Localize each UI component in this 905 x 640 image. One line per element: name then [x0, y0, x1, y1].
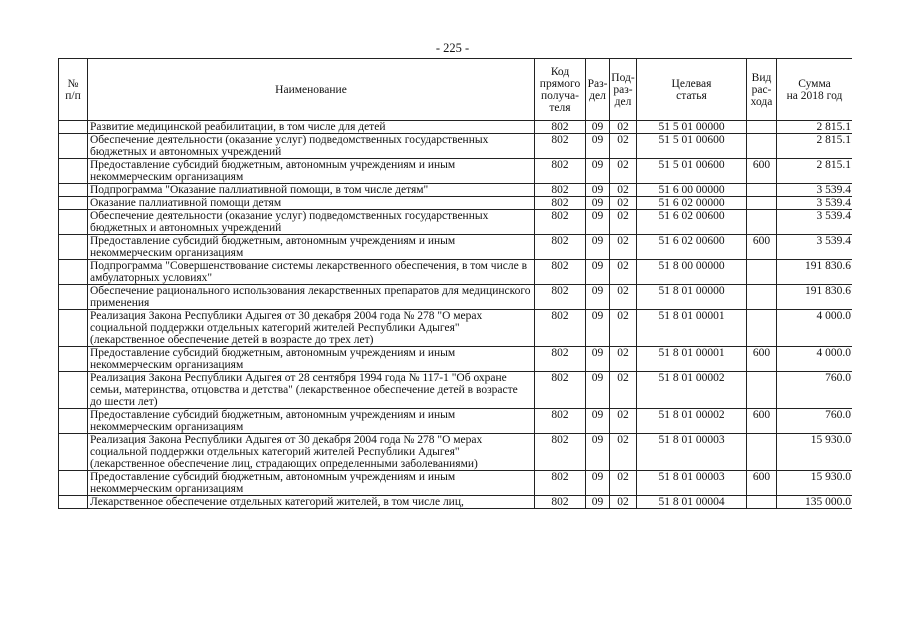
cell-subsection: 02	[610, 134, 637, 159]
cell-num	[59, 372, 88, 409]
cell-target: 51 8 01 00004	[637, 496, 747, 509]
table-row	[59, 121, 853, 134]
cell-expense: 600	[747, 235, 777, 260]
cell-target: 51 8 01 00000	[637, 285, 747, 310]
cell-section: 09	[586, 409, 610, 434]
cell-subsection: 02	[610, 347, 637, 372]
cell-subsection: 02	[610, 184, 637, 197]
cell-subsection: 02	[610, 409, 637, 434]
cell-num	[59, 197, 88, 210]
cell-num	[59, 347, 88, 372]
table-body	[59, 121, 853, 509]
cell-num	[59, 285, 88, 310]
cell-sum: 760.0	[777, 372, 853, 409]
cell-num	[59, 496, 88, 509]
cell-sum: 3 539.4	[777, 210, 853, 235]
cell-target: 51 6 02 00000	[637, 197, 747, 210]
cell-name: Обеспечение деятельности (оказание услуг) подведомственных государственных бюджетных и автономных учреждений	[88, 134, 535, 159]
cell-code: 802	[535, 159, 586, 184]
header-name: Наименование	[88, 59, 535, 121]
cell-sum: 191 830.6	[777, 260, 853, 285]
cell-subsection: 02	[610, 434, 637, 471]
table-row	[59, 496, 853, 509]
cell-expense	[747, 285, 777, 310]
cell-subsection: 02	[610, 310, 637, 347]
cell-target: 51 6 02 00600	[637, 235, 747, 260]
table-row	[59, 159, 853, 184]
cell-num	[59, 134, 88, 159]
cell-sum: 760.0	[777, 409, 853, 434]
cell-num	[59, 434, 88, 471]
cell-name: Обеспечение деятельности (оказание услуг) подведомственных государственных бюджетных и автономных учреждений	[88, 210, 535, 235]
cell-expense: 600	[747, 347, 777, 372]
cell-name: Реализация Закона Республики Адыгея от 28 сентября 1994 года № 117-1 "Об охране семьи, материнства, отцовства и детства" (лекарственное обеспечение детей в возрасте до шести лет)	[88, 372, 535, 409]
cell-expense	[747, 184, 777, 197]
header-code: Код прямого получа- теля	[535, 59, 586, 121]
header-sum: Сумма на 2018 год	[777, 59, 853, 121]
cell-code: 802	[535, 134, 586, 159]
cell-section: 09	[586, 197, 610, 210]
cell-target: 51 8 01 00002	[637, 409, 747, 434]
cell-expense: 600	[747, 409, 777, 434]
cell-code: 802	[535, 471, 586, 496]
cell-sum: 4 000.0	[777, 347, 853, 372]
cell-code: 802	[535, 235, 586, 260]
cell-section: 09	[586, 310, 610, 347]
cell-subsection: 02	[610, 496, 637, 509]
table-row	[59, 260, 853, 285]
cell-name: Лекарственное обеспечение отдельных категорий жителей, в том числе лиц,	[88, 496, 535, 509]
cell-section: 09	[586, 121, 610, 134]
cell-code: 802	[535, 260, 586, 285]
cell-section: 09	[586, 235, 610, 260]
cell-code: 802	[535, 372, 586, 409]
cell-sum: 191 830.6	[777, 285, 853, 310]
cell-code: 802	[535, 197, 586, 210]
table-row	[59, 347, 853, 372]
cell-expense	[747, 434, 777, 471]
cell-expense	[747, 134, 777, 159]
cell-sum: 135 000.0	[777, 496, 853, 509]
cell-section: 09	[586, 471, 610, 496]
cell-num	[59, 310, 88, 347]
cell-target: 51 8 01 00002	[637, 372, 747, 409]
table-header-row	[59, 59, 853, 121]
cell-code: 802	[535, 184, 586, 197]
page-number: - 225 -	[435, 41, 470, 55]
cell-subsection: 02	[610, 210, 637, 235]
header-num: № п/п	[59, 59, 88, 121]
cell-sum: 15 930.0	[777, 471, 853, 496]
cell-section: 09	[586, 372, 610, 409]
cell-target: 51 8 01 00001	[637, 310, 747, 347]
cell-sum: 4 000.0	[777, 310, 853, 347]
cell-name: Предоставление субсидий бюджетным, автономным учреждениям и иным некоммерческим организациям	[88, 159, 535, 184]
cell-target: 51 8 01 00003	[637, 434, 747, 471]
cell-name: Реализация Закона Республики Адыгея от 30 декабря 2004 года № 278 "О мерах социальной поддержки отдельных категорий жителей Республики Адыгея" (лекарственное обеспечение детей в возрасте до трех лет)	[88, 310, 535, 347]
cell-section: 09	[586, 496, 610, 509]
cell-name: Подпрограмма "Оказание паллиативной помощи, в том числе детям"	[88, 184, 535, 197]
cell-name: Предоставление субсидий бюджетным, автономным учреждениям и иным некоммерческим организациям	[88, 471, 535, 496]
budget-table	[58, 58, 852, 509]
cell-num	[59, 471, 88, 496]
cell-num	[59, 409, 88, 434]
cell-target: 51 8 01 00003	[637, 471, 747, 496]
cell-subsection: 02	[610, 260, 637, 285]
cell-sum: 3 539.4	[777, 184, 853, 197]
cell-name: Реализация Закона Республики Адыгея от 30 декабря 2004 года № 278 "О мерах социальной поддержки отдельных категорий жителей Республики Адыгея" (лекарственное обеспечение лиц, страдающих определенными заболеваниями)	[88, 434, 535, 471]
cell-target: 51 8 01 00001	[637, 347, 747, 372]
cell-expense	[747, 496, 777, 509]
cell-subsection: 02	[610, 285, 637, 310]
table-row	[59, 434, 853, 471]
cell-code: 802	[535, 496, 586, 509]
table-row	[59, 134, 853, 159]
cell-name: Обеспечение рационального использования лекарственных препаратов для медицинского применения	[88, 285, 535, 310]
cell-subsection: 02	[610, 159, 637, 184]
table-row	[59, 372, 853, 409]
cell-target: 51 8 00 00000	[637, 260, 747, 285]
cell-subsection: 02	[610, 235, 637, 260]
header-section: Раз- дел	[586, 59, 610, 121]
cell-name: Предоставление субсидий бюджетным, автономным учреждениям и иным некоммерческим организациям	[88, 347, 535, 372]
cell-section: 09	[586, 159, 610, 184]
cell-expense	[747, 372, 777, 409]
cell-subsection: 02	[610, 471, 637, 496]
cell-code: 802	[535, 434, 586, 471]
table-row	[59, 184, 853, 197]
cell-sum: 2 815.1	[777, 134, 853, 159]
cell-expense: 600	[747, 159, 777, 184]
cell-target: 51 5 01 00000	[637, 121, 747, 134]
header-target: Целевая статья	[637, 59, 747, 121]
budget-table-container	[58, 58, 852, 640]
cell-expense	[747, 310, 777, 347]
cell-code: 802	[535, 285, 586, 310]
table-row	[59, 310, 853, 347]
cell-code: 802	[535, 409, 586, 434]
cell-num	[59, 260, 88, 285]
cell-num	[59, 210, 88, 235]
cell-expense	[747, 121, 777, 134]
cell-name: Подпрограмма "Совершенствование системы лекарственного обеспечения, в том числе в амбулаторных условиях"	[88, 260, 535, 285]
table-row	[59, 235, 853, 260]
cell-target: 51 5 01 00600	[637, 159, 747, 184]
table-row	[59, 409, 853, 434]
table-row	[59, 285, 853, 310]
cell-sum: 15 930.0	[777, 434, 853, 471]
cell-section: 09	[586, 434, 610, 471]
cell-num	[59, 159, 88, 184]
cell-expense	[747, 260, 777, 285]
cell-sum: 3 539.4	[777, 197, 853, 210]
cell-name: Развитие медицинской реабилитации, в том числе для детей	[88, 121, 535, 134]
cell-sum: 3 539.4	[777, 235, 853, 260]
header-expense: Вид рас- хода	[747, 59, 777, 121]
cell-subsection: 02	[610, 197, 637, 210]
table-row	[59, 197, 853, 210]
cell-expense	[747, 197, 777, 210]
cell-num	[59, 121, 88, 134]
cell-section: 09	[586, 260, 610, 285]
cell-section: 09	[586, 184, 610, 197]
table-row	[59, 210, 853, 235]
table-row	[59, 471, 853, 496]
cell-code: 802	[535, 347, 586, 372]
cell-target: 51 5 01 00600	[637, 134, 747, 159]
cell-section: 09	[586, 134, 610, 159]
cell-name: Предоставление субсидий бюджетным, автономным учреждениям и иным некоммерческим организациям	[88, 409, 535, 434]
cell-name: Предоставление субсидий бюджетным, автономным учреждениям и иным некоммерческим организациям	[88, 235, 535, 260]
cell-code: 802	[535, 310, 586, 347]
cell-num	[59, 184, 88, 197]
cell-section: 09	[586, 347, 610, 372]
cell-expense: 600	[747, 471, 777, 496]
cell-target: 51 6 00 00000	[637, 184, 747, 197]
cell-sum: 2 815.1	[777, 159, 853, 184]
cell-expense	[747, 210, 777, 235]
cell-name: Оказание паллиативной помощи детям	[88, 197, 535, 210]
header-subsection: Под- раз- дел	[610, 59, 637, 121]
cell-sum: 2 815.1	[777, 121, 853, 134]
cell-code: 802	[535, 121, 586, 134]
cell-subsection: 02	[610, 121, 637, 134]
cell-code: 802	[535, 210, 586, 235]
cell-section: 09	[586, 210, 610, 235]
cell-target: 51 6 02 00600	[637, 210, 747, 235]
cell-subsection: 02	[610, 372, 637, 409]
cell-section: 09	[586, 285, 610, 310]
cell-num	[59, 235, 88, 260]
